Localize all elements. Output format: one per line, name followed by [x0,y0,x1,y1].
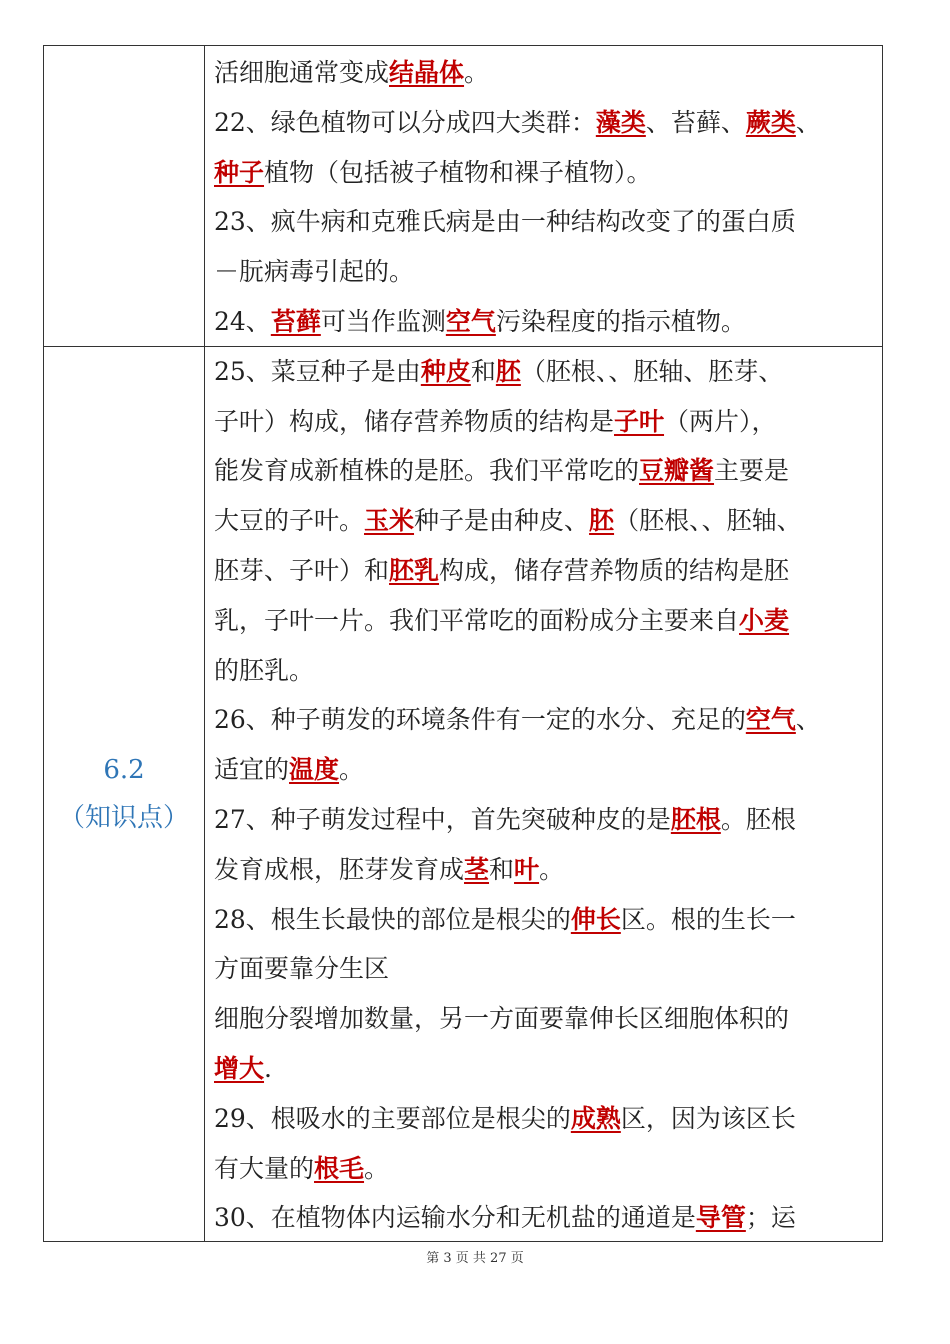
highlighted-term: 伸长 [570,904,621,934]
highlighted-term: 子叶 [614,406,665,436]
text-segment: 。 [364,1153,390,1183]
text-line [214,1044,878,1094]
highlighted-term: 蕨类 [745,107,796,137]
highlighted-term: 根毛 [314,1153,365,1183]
text-segment: 30、在植物体内运输水分和无机盐的通道是 [214,1203,696,1233]
text-segment: 大豆的子叶。 [214,506,365,536]
text-line [214,1193,878,1243]
text-segment: 。 [539,854,565,884]
highlighted-term: 导管 [695,1203,746,1233]
highlighted-term: 种皮 [420,356,471,386]
text-segment: （胚根、、胚轴、 [614,506,802,536]
text-segment: 植物（包括被子植物和裸子植物）。 [264,157,652,187]
section-name: （知识点） [58,803,189,833]
text-line [214,247,878,297]
text-segment: 构成，储存营养物质的结构是胚 [439,555,790,585]
text-segment: 。 [464,58,490,87]
text-segment: －朊病毒引起的。 [214,257,415,287]
text-line [214,197,878,247]
text-line [214,98,878,148]
text-line [214,695,878,745]
text-line [214,646,878,696]
text-segment: 区。根的生长一 [620,904,796,934]
text-line [214,994,878,1044]
highlighted-term: 茎 [464,854,490,884]
notes-content [214,48,878,1243]
text-segment: 发育成根，胚芽发育成 [214,854,465,884]
text-segment: . [264,1053,272,1083]
text-segment: 种子是由种皮、 [414,506,590,536]
text-segment: 、 [795,705,821,735]
text-segment: 26、种子萌发的环境条件有一定的水分、充足的 [214,705,746,735]
highlighted-term: 成熟 [570,1103,621,1133]
text-line [214,745,878,795]
text-line [214,297,878,347]
text-segment: 和 [470,356,496,386]
text-segment: （两片）， [664,406,777,436]
text-line [214,1094,878,1144]
text-line [214,48,878,98]
text-line [214,944,878,994]
text-segment: 有大量的 [214,1153,315,1183]
text-segment: 。 [339,755,365,785]
section-label [44,746,204,842]
text-segment: 主要是 [714,456,790,486]
text-segment: 24、 [214,306,271,336]
highlighted-term: 藻类 [595,107,646,137]
highlighted-term: 胚 [589,506,615,536]
text-segment: 区，因为该区长 [620,1103,796,1133]
highlighted-term: 苔藓 [270,306,321,336]
text-line [214,148,878,198]
highlighted-term: 玉米 [364,506,415,536]
text-segment: 细胞分裂增加数量，另一方面要靠伸长区细胞体积的 [214,1004,790,1034]
highlighted-term: 结晶体 [389,58,465,87]
highlighted-term: 叶 [514,854,540,884]
text-line [214,845,878,895]
text-segment: 能发育成新植株的是胚。我们平常吃的 [214,456,640,486]
text-segment: 、苔藓、 [645,107,746,137]
text-segment: （胚根、、胚轴、胚芽、 [520,356,784,386]
highlighted-term: 空气 [745,705,796,735]
text-line [214,895,878,945]
text-segment: 。胚根 [720,804,796,834]
text-segment: 29、根吸水的主要部位是根尖的 [214,1103,571,1133]
text-segment: 方面要靠分生区 [214,954,390,984]
text-segment: 可当作监测 [320,306,446,336]
highlighted-term: 胚乳 [389,555,440,585]
text-segment: 22、绿色植物可以分成四大类群： [214,107,596,137]
section-number: 6.2 [103,755,145,785]
text-line [214,347,878,397]
highlighted-term: 胚 [495,356,521,386]
text-segment: 乳，子叶一片。我们平常吃的面粉成分主要来自 [214,605,740,635]
text-segment: 和 [489,854,515,884]
text-line [214,496,878,546]
highlighted-term: 增大 [214,1053,265,1083]
text-segment: 25、菜豆种子是由 [214,356,421,386]
text-line [214,795,878,845]
highlighted-term: 种子 [214,157,265,187]
highlighted-term: 空气 [445,306,496,336]
text-line [214,446,878,496]
column-divider [204,46,205,1241]
notes-table [43,45,883,1242]
highlighted-term: 温度 [289,755,340,785]
text-segment: 的胚乳。 [214,655,315,685]
text-segment: 活细胞通常变成 [214,58,390,87]
highlighted-term: 胚根 [670,804,721,834]
text-segment: 23、疯牛病和克雅氏病是由一种结构改变了的蛋白质 [214,207,796,237]
text-segment: 27、种子萌发过程中，首先突破种皮的是 [214,804,671,834]
text-segment: 胚芽、子叶）和 [214,555,390,585]
text-segment: 28、根生长最快的部位是根尖的 [214,904,571,934]
text-segment: ；运 [745,1203,796,1233]
text-segment: 适宜的 [214,755,290,785]
text-line [214,1144,878,1194]
text-line [214,596,878,646]
text-segment: 污染程度的指示植物。 [495,306,746,336]
text-line [214,397,878,447]
page-footer: 第 3 页 共 27 页 [426,1251,524,1266]
text-segment: 子叶）构成，储存营养物质的结构是 [214,406,615,436]
highlighted-term: 小麦 [739,605,790,635]
text-segment: 、 [795,107,821,137]
text-line [214,546,878,596]
highlighted-term: 豆瓣酱 [639,456,715,486]
